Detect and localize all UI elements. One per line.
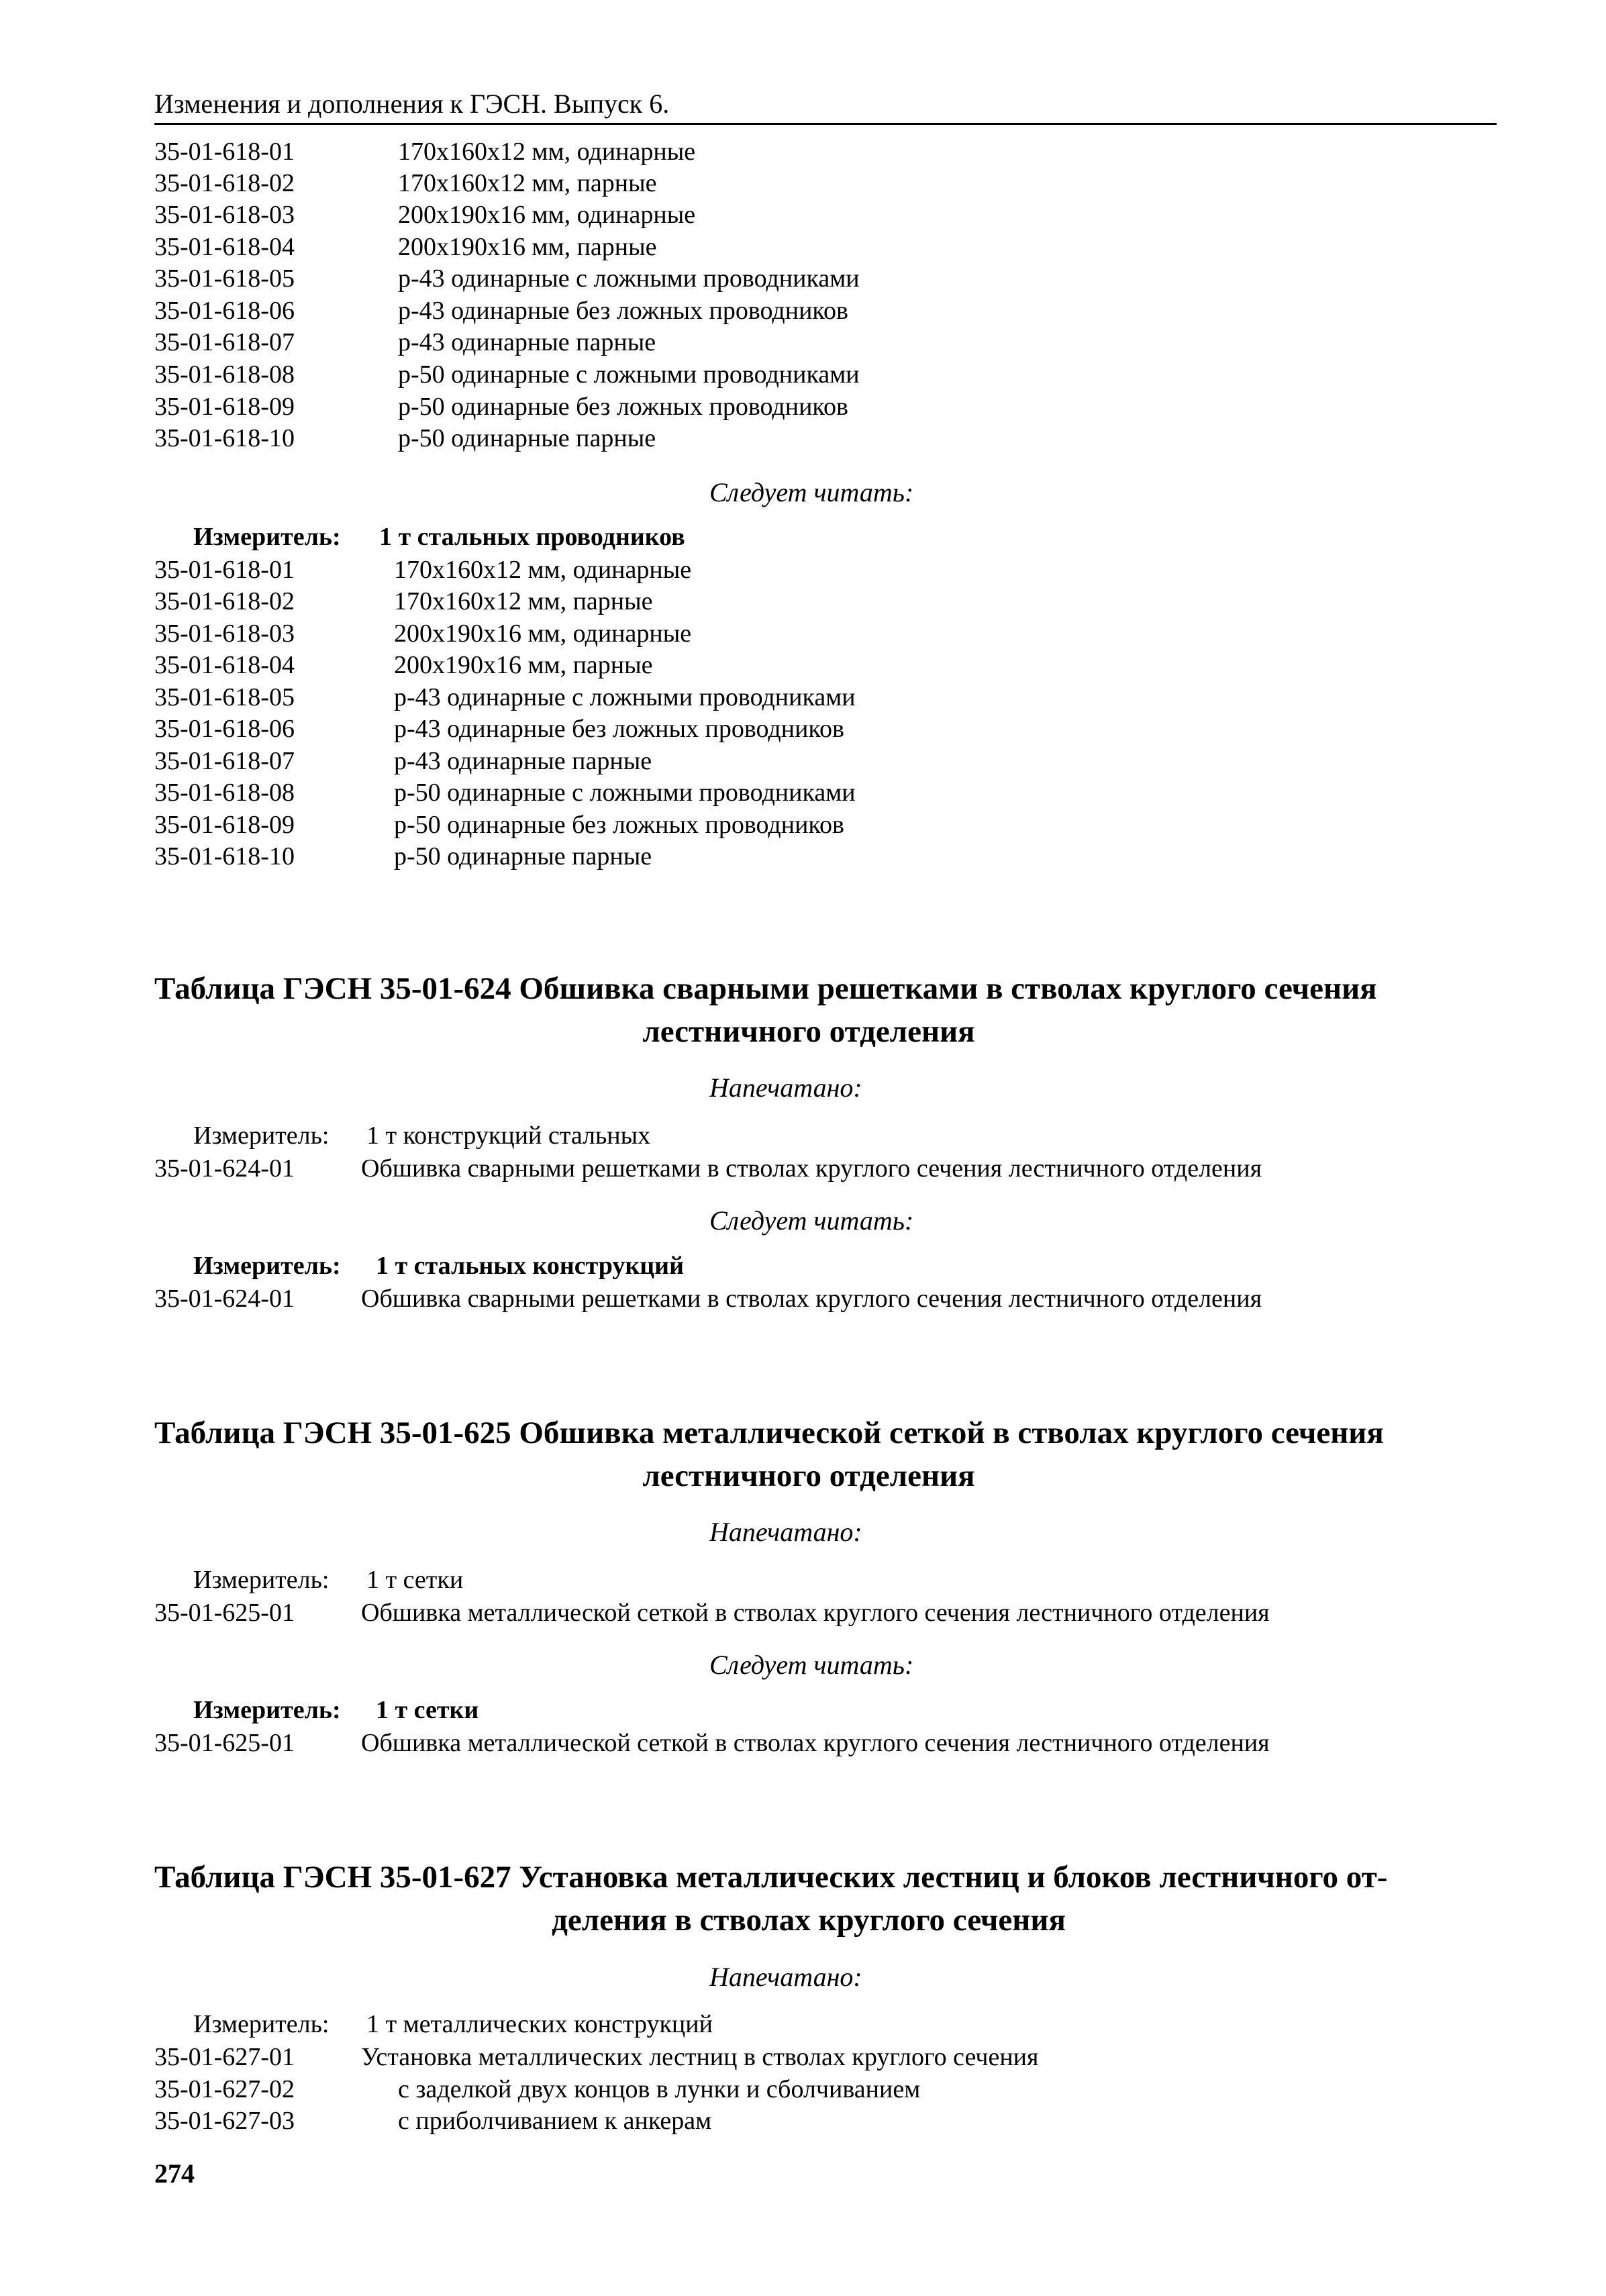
unit-label: Измеритель: — [193, 1696, 341, 1724]
row-desc: Обшивка сварными решетками в стволах круглого сечения лестничного отделения — [361, 1285, 1262, 1313]
row-desc: Обшивка металлической сеткой в стволах круглого сечения лестничного отделения — [361, 1599, 1270, 1627]
row-desc: р-43 одинарные без ложных проводников — [394, 715, 844, 743]
row-desc: р-50 одинарные без ложных проводников — [398, 393, 848, 421]
unit-value: 1 т стальных конструкций — [376, 1252, 684, 1280]
row-code: 35-01-618-09 — [154, 811, 295, 839]
row-desc: Обшивка металлической сеткой в стволах круглого сечения лестничного отделения — [361, 1729, 1270, 1757]
row-code: 35-01-627-02 — [154, 2075, 295, 2103]
row-code: 35-01-618-08 — [154, 779, 295, 807]
row-code: 35-01-618-02 — [154, 169, 295, 197]
row-code: 35-01-618-01 — [154, 556, 295, 584]
row-desc: 170x160x12 мм, парные — [398, 169, 657, 197]
row-desc: с заделкой двух концов в лунки и сболчиванием — [398, 2075, 921, 2103]
row-code: 35-01-627-01 — [154, 2043, 295, 2071]
row-code: 35-01-618-05 — [154, 683, 295, 711]
row-code: 35-01-618-03 — [154, 201, 295, 229]
row-desc: Установка металлических лестниц в стволах круглого сечения — [361, 2043, 1039, 2071]
unit-value: 1 т сетки — [376, 1696, 479, 1724]
page-number: 274 — [154, 2158, 195, 2189]
row-code: 35-01-627-03 — [154, 2107, 295, 2135]
printed-label: Напечатано: — [709, 1517, 862, 1547]
row-desc: 170x160x12 мм, одинарные — [398, 138, 696, 166]
section-title — [154, 1411, 1463, 1497]
row-desc: с приболчиванием к анкерам — [398, 2107, 712, 2135]
section-title — [154, 1856, 1463, 1942]
row-desc: р-50 одинарные парные — [394, 842, 652, 870]
row-code: 35-01-618-02 — [154, 587, 295, 615]
read-as-label: Следует читать: — [709, 1205, 914, 1236]
row-code: 35-01-618-10 — [154, 424, 295, 452]
unit-label: Измеритель: — [193, 1566, 330, 1594]
unit-label: Измеритель: — [193, 1121, 330, 1150]
row-code: 35-01-618-07 — [154, 328, 295, 356]
row-desc: р-50 одинарные парные — [398, 424, 656, 452]
row-code: 35-01-618-08 — [154, 360, 295, 389]
row-code: 35-01-618-06 — [154, 715, 295, 743]
row-desc: 200x190x16 мм, одинарные — [398, 201, 696, 229]
row-code: 35-01-618-04 — [154, 233, 295, 261]
row-desc: р-43 одинарные с ложными проводниками — [398, 264, 860, 293]
title-line: лестничного отделения — [642, 1014, 975, 1049]
row-desc: р-43 одинарные парные — [394, 747, 652, 775]
row-desc: р-43 одинарные без ложных проводников — [398, 297, 848, 325]
row-desc: р-43 одинарные с ложными проводниками — [394, 683, 856, 711]
row-code: 35-01-624-01 — [154, 1154, 295, 1183]
row-code: 35-01-618-09 — [154, 393, 295, 421]
unit-value: 1 т металлических конструкций — [366, 2010, 713, 2038]
row-desc: 170x160x12 мм, парные — [394, 587, 653, 615]
unit-label: Измеритель: — [193, 523, 341, 551]
row-code: 35-01-624-01 — [154, 1285, 295, 1313]
running-header: Изменения и дополнения к ГЭСН. Выпуск 6. — [154, 89, 670, 119]
row-desc: р-43 одинарные парные — [398, 328, 656, 356]
header-divider — [154, 123, 1497, 125]
title-line: Таблица ГЭСН 35-01-627 Установка металлических лестниц и блоков лестничного от- — [154, 1860, 1388, 1895]
row-code: 35-01-618-04 — [154, 651, 295, 679]
read-as-label: Следует читать: — [709, 1650, 914, 1680]
row-code: 35-01-618-03 — [154, 619, 295, 648]
section-title — [154, 967, 1463, 1053]
row-desc: р-50 одинарные с ложными проводниками — [398, 360, 860, 389]
row-code: 35-01-618-06 — [154, 297, 295, 325]
row-code: 35-01-618-10 — [154, 842, 295, 870]
unit-value: 1 т конструкций стальных — [366, 1121, 651, 1150]
unit-value: 1 т стальных проводников — [379, 523, 685, 551]
row-desc: Обшивка сварными решетками в стволах круглого сечения лестничного отделения — [361, 1154, 1262, 1183]
row-code: 35-01-618-01 — [154, 138, 295, 166]
read-as-label: Следует читать: — [709, 477, 914, 507]
row-desc: 200x190x16 мм, парные — [398, 233, 657, 261]
row-desc: 200x190x16 мм, парные — [394, 651, 653, 679]
title-line: Таблица ГЭСН 35-01-624 Обшивка сварными решетками в стволах круглого сечения — [154, 971, 1377, 1006]
unit-label: Измеритель: — [193, 1252, 341, 1280]
row-code: 35-01-618-05 — [154, 264, 295, 293]
row-code: 35-01-625-01 — [154, 1729, 295, 1757]
title-line: лестничного отделения — [642, 1458, 975, 1493]
row-code: 35-01-625-01 — [154, 1599, 295, 1627]
printed-label: Напечатано: — [709, 1072, 862, 1103]
row-desc: 170x160x12 мм, одинарные — [394, 556, 692, 584]
printed-label: Напечатано: — [709, 1962, 862, 1992]
row-desc: р-50 одинарные с ложными проводниками — [394, 779, 856, 807]
unit-label: Измеритель: — [193, 2010, 330, 2038]
title-line: Таблица ГЭСН 35-01-625 Обшивка металлической сеткой в стволах круглого сечения — [154, 1415, 1384, 1450]
row-desc: р-50 одинарные без ложных проводников — [394, 811, 844, 839]
title-line: деления в стволах круглого сечения — [552, 1903, 1066, 1938]
row-desc: 200x190x16 мм, одинарные — [394, 619, 692, 648]
unit-value: 1 т сетки — [366, 1566, 464, 1594]
row-code: 35-01-618-07 — [154, 747, 295, 775]
